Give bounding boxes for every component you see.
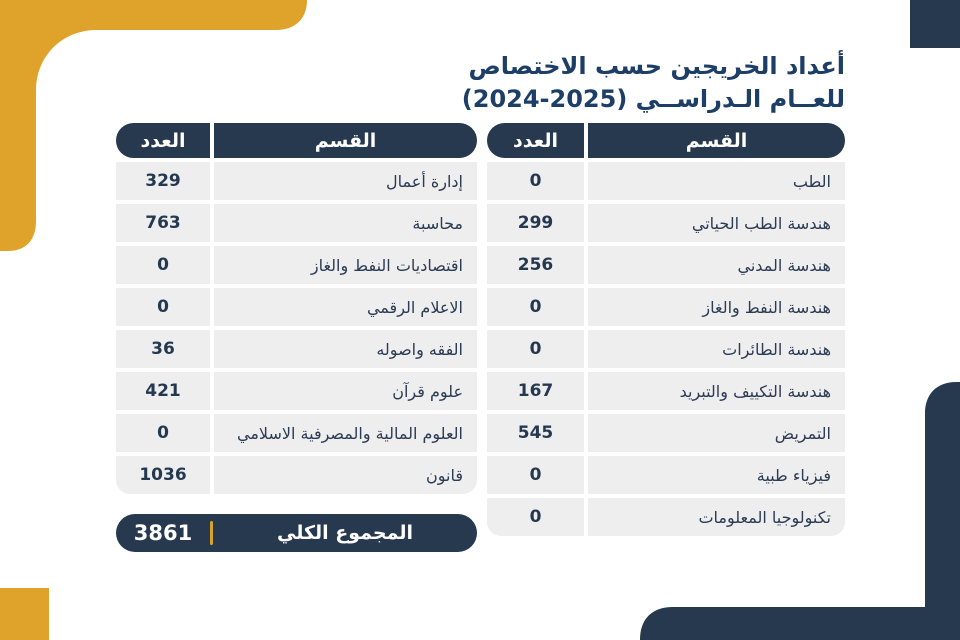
total-row	[116, 514, 477, 552]
count-cell: 167	[487, 372, 584, 410]
department-cell: فيزياء طبية	[588, 456, 845, 494]
column-header-department: القسم	[588, 123, 845, 158]
count-cell: 421	[116, 372, 210, 410]
table-row	[487, 204, 845, 242]
count-cell: 0	[487, 162, 584, 200]
table-row	[487, 162, 845, 200]
page-title-line2: للعــام الـدراســي (2025-2024)	[461, 85, 845, 113]
count-cell: 0	[487, 498, 584, 536]
corner-decoration-bottom-left	[0, 588, 49, 640]
page-title	[462, 50, 845, 116]
table-row	[487, 246, 845, 284]
table-row	[116, 372, 477, 410]
table-row	[116, 204, 477, 242]
count-cell: 1036	[116, 456, 210, 494]
department-cell: إدارة أعمال	[214, 162, 477, 200]
count-cell: 0	[487, 456, 584, 494]
department-cell: اقتصاديات النفط والغاز	[214, 246, 477, 284]
graduates-table-left	[116, 123, 477, 498]
department-cell: الطب	[588, 162, 845, 200]
count-cell: 0	[116, 246, 210, 284]
table-header	[116, 123, 477, 158]
table-row	[487, 414, 845, 452]
graduates-table-right	[487, 123, 845, 540]
column-header-count: العدد	[487, 123, 584, 158]
table-row	[116, 288, 477, 326]
table-row	[116, 246, 477, 284]
total-label: المجموع الكلي	[277, 522, 413, 544]
page-title-line1: أعداد الخريجين حسب الاختصاص	[468, 52, 845, 80]
department-cell: التمريض	[588, 414, 845, 452]
table-row	[487, 456, 845, 494]
department-cell: هندسة الطب الحياتي	[588, 204, 845, 242]
table-header	[487, 123, 845, 158]
table-row	[116, 456, 477, 494]
corner-decoration-top-right	[910, 0, 960, 48]
count-cell: 0	[116, 414, 210, 452]
department-cell: تكنولوجيا المعلومات	[588, 498, 845, 536]
department-cell: هندسة الطائرات	[588, 330, 845, 368]
department-cell: الفقه واصوله	[214, 330, 477, 368]
count-cell: 329	[116, 162, 210, 200]
department-cell: الاعلام الرقمي	[214, 288, 477, 326]
table-row	[116, 330, 477, 368]
table-row	[487, 498, 845, 536]
count-cell: 299	[487, 204, 584, 242]
table-row	[487, 288, 845, 326]
column-header-count: العدد	[116, 123, 210, 158]
count-cell: 0	[487, 288, 584, 326]
count-cell: 36	[116, 330, 210, 368]
table-row	[116, 162, 477, 200]
department-cell: محاسبة	[214, 204, 477, 242]
count-cell: 0	[116, 288, 210, 326]
table-row	[116, 414, 477, 452]
department-cell: هندسة التكييف والتبريد	[588, 372, 845, 410]
column-header-department: القسم	[214, 123, 477, 158]
department-cell: العلوم المالية والمصرفية الاسلامي	[214, 414, 477, 452]
department-cell: هندسة المدني	[588, 246, 845, 284]
department-cell: هندسة النفط والغاز	[588, 288, 845, 326]
department-cell: علوم قرآن	[214, 372, 477, 410]
total-divider	[210, 521, 213, 545]
count-cell: 0	[487, 330, 584, 368]
table-row	[487, 330, 845, 368]
count-cell: 763	[116, 204, 210, 242]
count-cell: 256	[487, 246, 584, 284]
total-value: 3861	[133, 521, 193, 545]
table-row	[487, 372, 845, 410]
department-cell: قانون	[214, 456, 477, 494]
count-cell: 545	[487, 414, 584, 452]
